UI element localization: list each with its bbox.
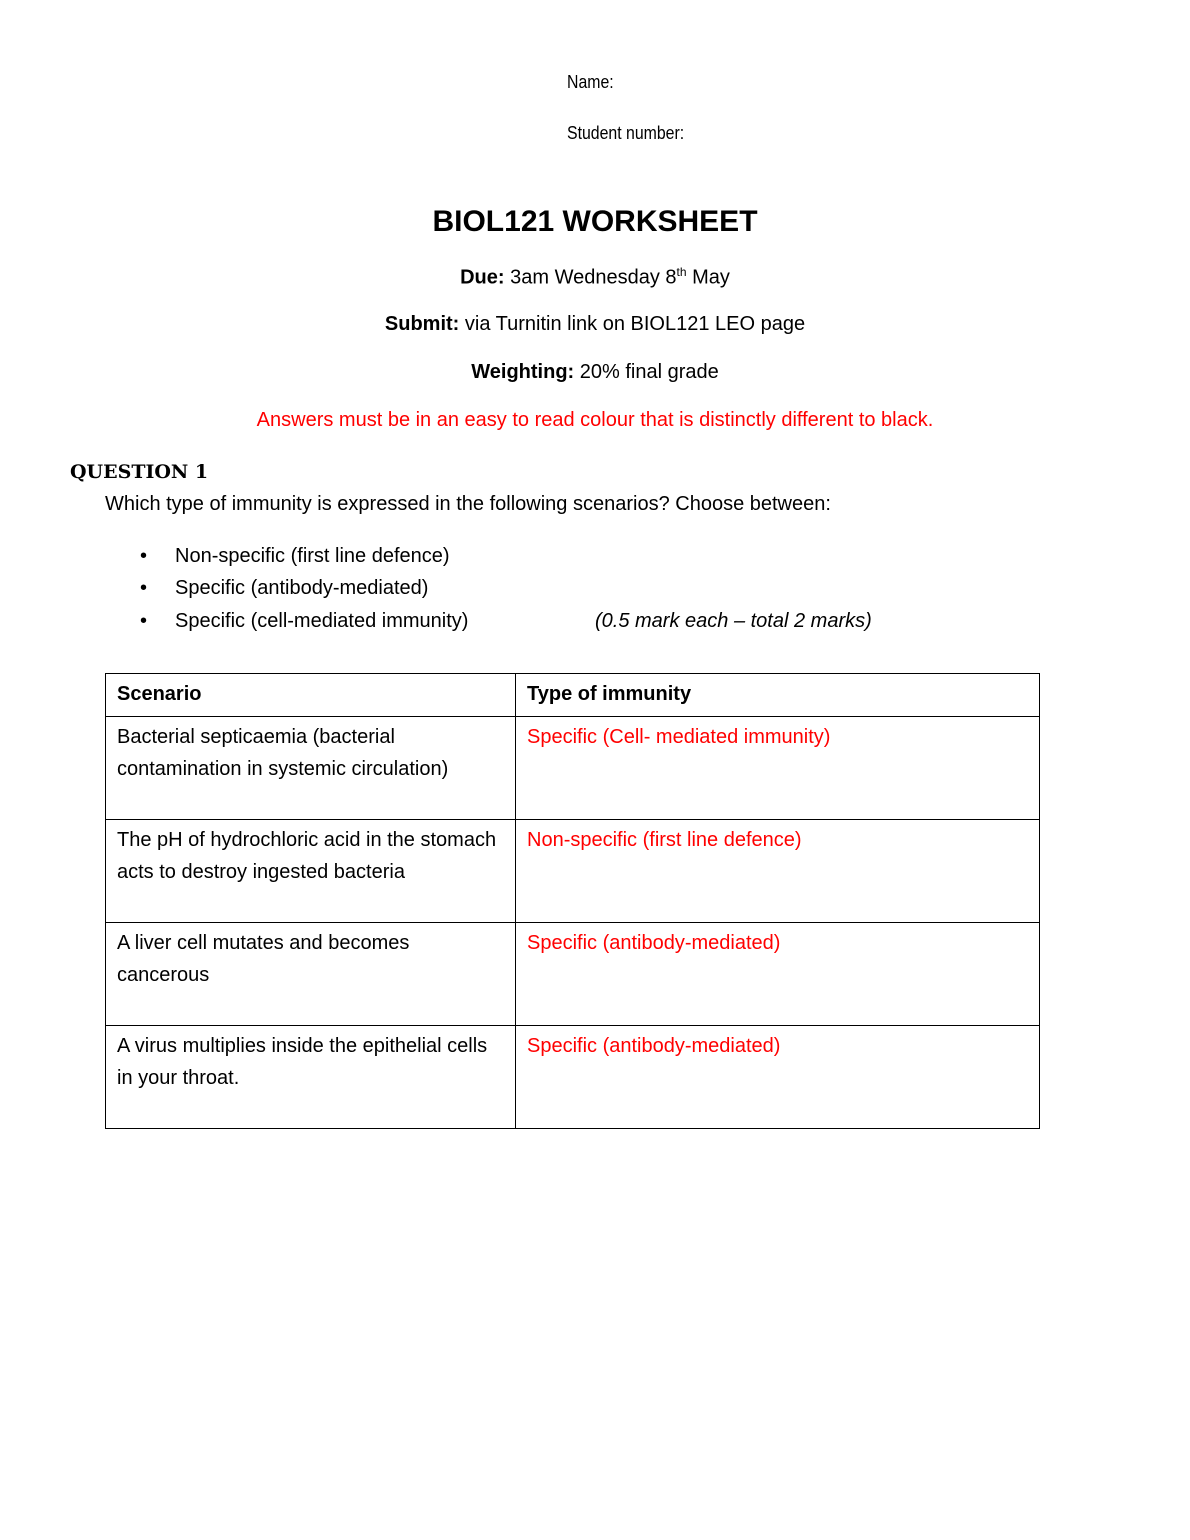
option-item: • Specific (antibody-mediated) [140,577,429,599]
answer-colour-instruction: Answers must be in an easy to read colour that is distinctly different to black. [256,409,934,431]
table-row [106,820,1040,923]
due-suffix: th [676,265,687,279]
table-row [106,1026,1040,1129]
answer-cell[interactable]: Specific (antibody-mediated) [516,923,1040,1026]
due-value: 3am Wednesday 8 [504,266,677,289]
submit-line [0,313,1190,336]
table-row [106,923,1040,1026]
answer-cell[interactable]: Non-specific (first line defence) [516,820,1040,923]
weighting-value: 20% final grade [574,361,719,383]
scenario-cell: Bacterial septicaemia (bacterial contamination in systemic circulation) [106,717,516,820]
scenario-cell: A liver cell mutates and becomes cancerous [106,923,516,1026]
weighting-label: Weighting: [471,361,575,383]
option-item: • Specific (cell-mediated immunity) [140,610,469,632]
due-label: Due: [460,266,505,289]
question-heading: QUESTION 1 [70,461,209,483]
student-number-label: Student number: [567,123,685,143]
scenario-cell: A virus multiplies inside the epithelial cells in your throat. [106,1026,516,1129]
marks-note: (0.5 mark each – total 2 marks) [595,610,872,632]
table-row [106,717,1040,820]
header-type: Type of immunity [516,674,1040,717]
weighting-line [0,361,1190,384]
due-line [0,265,1190,290]
table-header-row [106,674,1040,717]
answer-cell[interactable]: Specific (Cell- mediated immunity) [516,717,1040,820]
page-title: BIOL121 WORKSHEET [432,205,758,238]
header-scenario: Scenario [106,674,516,717]
bullet-icon: • [140,577,148,599]
name-label: Name: [567,72,614,92]
bullet-icon: • [140,610,148,632]
immunity-table [105,673,1040,1129]
due-month: May [686,266,730,289]
scenario-cell: The pH of hydrochloric acid in the stomach acts to destroy ingested bacteria [106,820,516,923]
submit-value: via Turnitin link on BIOL121 LEO page [459,313,806,335]
question-prompt: Which type of immunity is expressed in the following scenarios? Choose between: [105,493,831,515]
answer-cell[interactable]: Specific (antibody-mediated) [516,1026,1040,1129]
bullet-icon: • [140,545,148,567]
submit-label: Submit: [384,313,460,335]
option-item: • Non-specific (first line defence) [140,545,450,567]
